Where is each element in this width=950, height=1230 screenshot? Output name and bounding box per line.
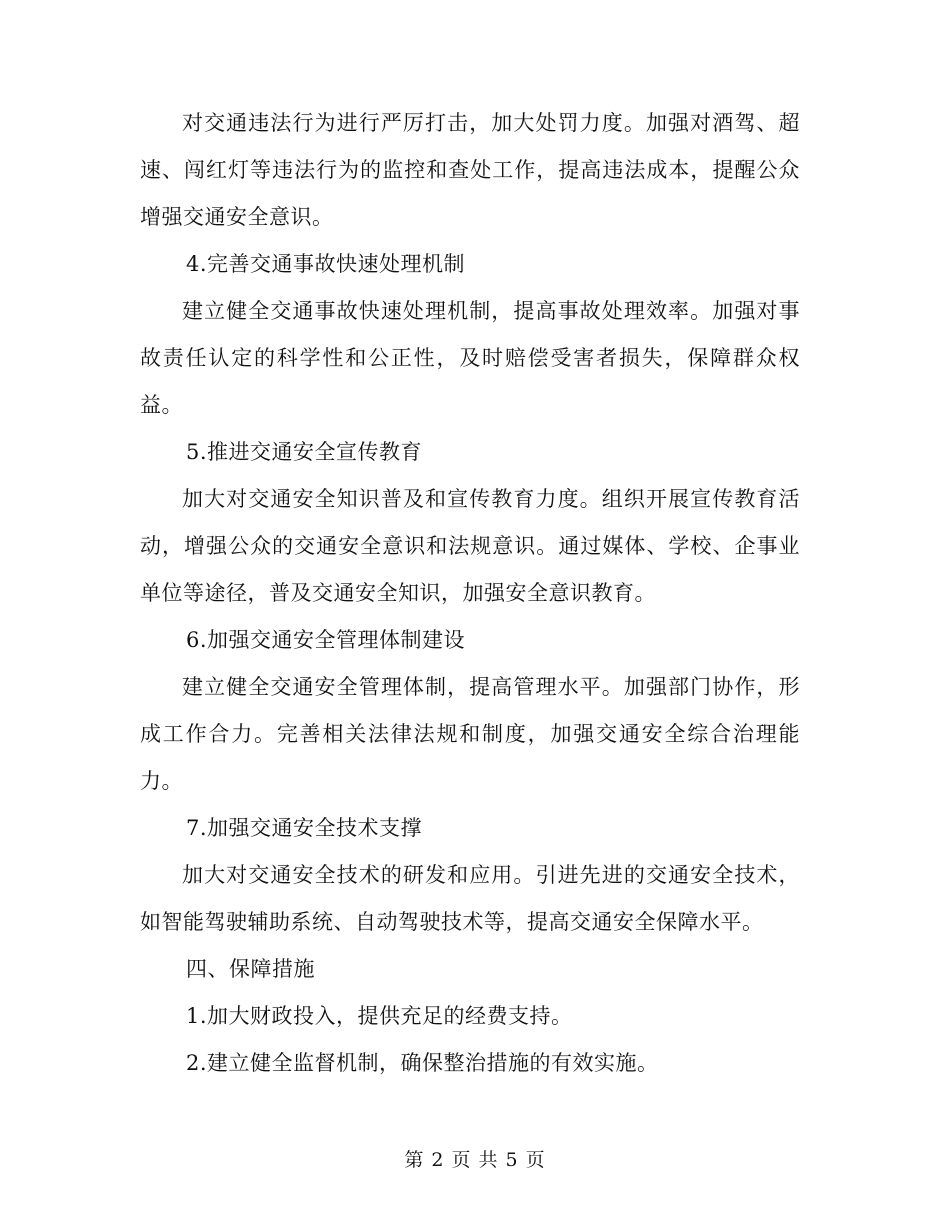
- paragraph-accident-handling: 建立健全交通事故快速处理机制，提高事故处理效率。加强对事故责任认定的科学性和公正性，及时赔偿受害者损失，保障群众权益。: [140, 299, 800, 417]
- document-body: [140, 100, 800, 1087]
- paragraph-management-system: 建立健全交通安全管理体制，提高管理水平。加强部门协作，形成工作合力。完善相关法律法规和制度，加强交通安全综合治理能力。: [140, 675, 800, 793]
- chapter-heading-safeguards: 四、保障措施: [186, 957, 315, 981]
- paragraph-technology-support: 加大对交通安全技术的研发和应用。引进先进的交通安全技术，如智能驾驶辅助系统、自动驾驶技术等，提高交通安全保障水平。: [140, 863, 800, 934]
- section-heading-6: 6.加强交通安全管理体制建设: [186, 628, 466, 652]
- paragraph-publicity-education: 加大对交通安全知识普及和宣传教育力度。组织开展宣传教育活动，增强公众的交通安全意识和法规意识。通过媒体、学校、企事业单位等途径，普及交通安全知识，加强安全意识教育。: [140, 487, 800, 605]
- paragraph-enforcement: 对交通违法行为进行严厉打击，加大处罚力度。加强对酒驾、超速、闯红灯等违法行为的监控和查处工作，提高违法成本，提醒公众增强交通安全意识。: [140, 111, 800, 229]
- section-heading-4: 4.完善交通事故快速处理机制: [186, 252, 466, 276]
- list-item-funding: 1.加大财政投入，提供充足的经费支持。: [186, 1004, 573, 1028]
- section-heading-5: 5.推进交通安全宣传教育: [186, 440, 423, 464]
- page-number-footer: 第 2 页 共 5 页: [404, 1149, 546, 1171]
- list-item-supervision: 2.建立健全监督机制，确保整治措施的有效实施。: [186, 1051, 659, 1075]
- section-heading-7: 7.加强交通安全技术支撑: [186, 816, 423, 840]
